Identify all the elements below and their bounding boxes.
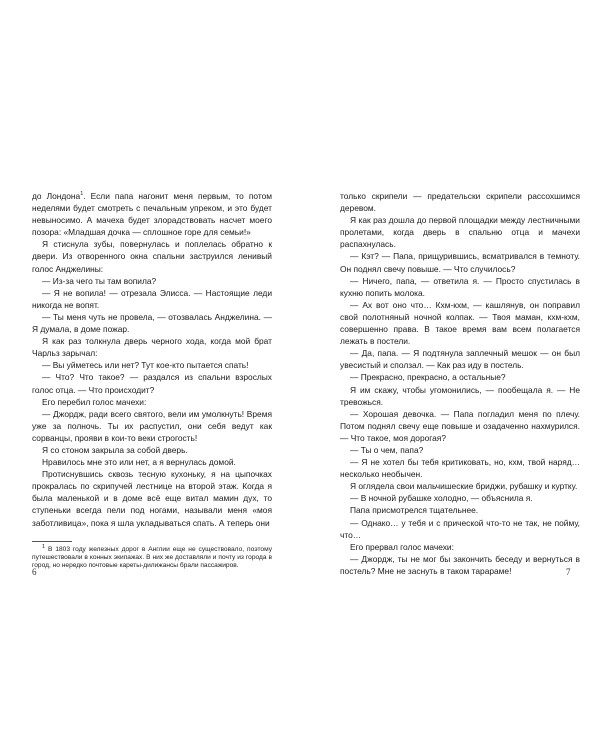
right-paragraph: — Я не хотел бы тебя критиковать, но, кхм, твой наряд… несколько необычен.	[340, 457, 580, 480]
footnote-reference[interactable]: 1	[80, 191, 84, 198]
left-first-line-start: до Лондона	[32, 191, 81, 201]
right-page-text	[340, 190, 580, 577]
right-paragraph: — Хорошая девочка. — Папа погладил меня по плечу. Потом поднял свечу еще повыше и озадаченно нахмурился. — Что такое, моя дорогая?	[340, 408, 580, 443]
left-paragraph: — Вы уйметесь или нет? Тут кое-кто пытается спать!	[42, 360, 249, 371]
right-paragraph: — Да, папа. — Я подтянула заплечный мешок — он был увесистый и сползал. — Как раз иду в постель.	[340, 348, 580, 371]
left-paragraph: — Я не вопила! — отрезала Элисса. — Настоящие леди никогда не вопят.	[32, 287, 272, 310]
right-paragraph: — В ночной рубашке холодно, — объяснила я.	[350, 493, 533, 504]
right-paragraph: — Ничего, папа, — ответила я. — Просто спустилась в кухню попить молока.	[340, 275, 580, 298]
right-paragraph: Его прервал голос мачехи:	[350, 541, 454, 552]
left-paragraph: Нравилось мне это или нет, а я вернулась домой.	[42, 457, 236, 468]
left-paragraph: неделями будет смотреть с печальным упреком, и это будет невыносимо. А мачеха будет злорадствовать насчет моего позора: «Младшая дочка — сплошное горе для семьи!»	[32, 203, 272, 238]
footnote-text: В 1803 году железных дорог в Англии еще не существовало, поэтому путешествовали в конных экипажах. В них же доставляли и почту из города в город, но нередко почтовые кареты-дилижансы брали пассажиров.	[32, 545, 272, 570]
right-paragraph: — Прекрасно, прекрасно, а остальные?	[350, 372, 506, 383]
right-paragraph: Папа присмотрелся тщательнее.	[350, 505, 479, 516]
left-paragraph: Протиснувшись сквозь тесную кухоньку, я на цыпочках прокралась по скрипучей лестнице на второй этаж. Когда я была маленькой и в доме всё еще витал мамин дух, то ступеньки всегда пели под ногами, называли меня «моя заботливица», пока я шла укладываться спать. А теперь они	[32, 469, 272, 528]
right-paragraph: только скрипели — предательски скрипели рассохшимся деревом.	[340, 191, 580, 214]
left-paragraph: Его перебил голос мачехи:	[42, 396, 147, 407]
left-paragraph: — Из-за чего ты там вопила?	[42, 275, 157, 286]
left-paragraph: Я как раз толкнула дверь черного хода, когда мой брат Чарльз зарычал:	[32, 336, 272, 359]
left-paragraph: Я со стоном закрыла за собой дверь.	[42, 444, 188, 455]
right-paragraph: Я им скажу, чтобы угомонились, — пообещала я. — Не тревожься.	[340, 384, 580, 407]
left-paragraph: — Джордж, ради всего святого, вели им умолкнуть! Время уже за полночь. Ты их распустил, они себя ведут как сорванцы, прояви в кои-то веки строгость!	[32, 408, 272, 443]
page-number-right: 7	[566, 567, 571, 577]
left-paragraph: — Ты меня чуть не провела, — отозвалась Анджелина. — Я думала, в доме пожар.	[32, 311, 272, 335]
right-paragraph: — Ты о чем, папа?	[350, 444, 424, 455]
footnote	[32, 543, 272, 571]
left-paragraph: Я стиснула зубы, повернулась и поплелась обратно к двери. Из отворенного окна спальни заструился ленивый голос Анджелины:	[32, 239, 272, 274]
right-paragraph: Я как раз дошла до первой площадки между лестничными пролетами, когда дверь в спальню отца и мачехи распахнулась.	[340, 215, 580, 250]
right-paragraph: — Ах вот оно что… Кхм-кхм, — кашлянув, он поправил свой полотняный ночной колпак. — Твоя маман, кхм-кхм, совершенно права. В такое время вам всем полагается лежать в постели.	[340, 299, 580, 347]
footnote-divider	[32, 541, 72, 542]
footnote-marker: 1	[42, 543, 46, 550]
left-first-paragraph	[32, 190, 272, 238]
right-paragraph: — Однако… у тебя и с прической что-то не так, не пойму, что…	[340, 517, 580, 540]
right-paragraph: — Джордж, ты не мог бы закончить беседу и вернуться в постель? Мне не заснуть в таком тарараме!	[340, 553, 580, 576]
left-paragraph: — Что? Что такое? — раздался из спальни взрослых голос отца. — Что происходит?	[32, 372, 272, 395]
page-number-left: 6	[32, 567, 37, 577]
left-page-text	[32, 190, 272, 571]
left-first-line-rest: . Если папа нагонит меня первым, то потом	[83, 191, 272, 201]
right-paragraph: Я оглядела свои мальчишеские бриджи, рубашку и куртку.	[350, 481, 578, 492]
right-paragraph: — Кэт? — Папа, прищурившись, всматривался в темноту. Он поднял свечу повыше. — Что случилось?	[340, 251, 580, 274]
